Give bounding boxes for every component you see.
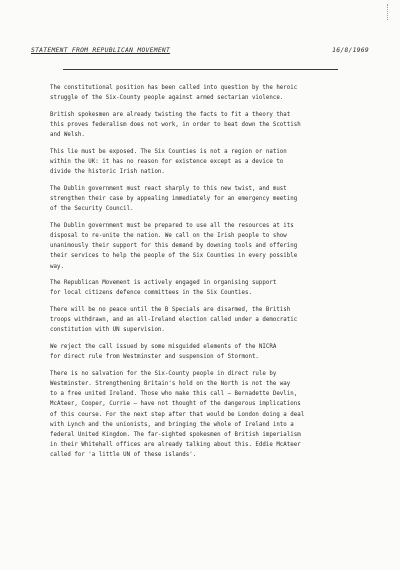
- text-line: There will be no peace until the B Specials are disarmed, the British: [50, 307, 291, 313]
- text-line: strengthen their case by appealing immediately for an emergency meeting: [50, 196, 298, 202]
- text-line: within the UK: it has no reason for existence except as a device to: [50, 159, 284, 165]
- text-line: of this course. For the next step after that would be London doing a deal: [50, 411, 305, 418]
- text-line: their services to help the people of the Six Counties in every possible: [50, 253, 298, 260]
- paragraph: [50, 305, 368, 336]
- text-line: unanimously their support for this demand by downing tools and offering: [50, 243, 298, 250]
- text-line: British spokesmen are already twisting the facts to fit a theory that: [50, 111, 291, 118]
- text-line: way.: [50, 263, 64, 270]
- text-line: to a free united Ireland. Those who make this call — Bernadette Devlin,: [50, 391, 298, 398]
- header-rule: [63, 69, 338, 70]
- text-line: this proves federalism does not work, in order to beat down the Scottish: [50, 122, 301, 128]
- paragraph: [50, 83, 368, 103]
- text-line: McAteer, Cooper, Currie — have not thought of the dangerous implications: [50, 401, 301, 408]
- text-line: for direct rule from Westminster and suspension of Stormont.: [50, 354, 259, 361]
- paragraph: [50, 147, 368, 178]
- staple-mark: [381, 4, 388, 20]
- text-line: divide the historic Irish nation.: [50, 169, 165, 176]
- paragraph: [50, 110, 368, 141]
- text-line: with Lynch and the unionists, and bringing the whole of Ireland into a: [50, 421, 294, 428]
- document-date: 16/8/1969: [332, 47, 369, 54]
- document-header: [31, 47, 369, 59]
- text-line: for local citizens defence committees in the Six Counties.: [50, 290, 252, 297]
- text-line: We reject the call issued by some misguided elements of the NICRA: [50, 344, 277, 350]
- text-line: The Dublin government must react sharply to this new twist, and must: [50, 185, 287, 192]
- paragraph: [50, 221, 368, 272]
- text-line: and Welsh.: [50, 132, 85, 139]
- text-line: Westminster. Strengthening Britain's hold on the North is not the way: [50, 381, 291, 387]
- statement-body: [50, 83, 368, 467]
- text-line: The constitutional position has been called into question by the heroic: [50, 85, 298, 91]
- text-line: troops withdrawn, and an all-Ireland election called under a democratic: [50, 317, 298, 324]
- text-line: This lie must be exposed. The Six Counties is not a region or nation: [50, 148, 287, 155]
- text-line: disposal to re-unite the nation. We call on the Irish people to show: [50, 233, 287, 239]
- text-line: called for 'a little UN of these islands'.: [50, 452, 197, 459]
- text-line: There is no salvation for the Six-County people in direct rule by: [50, 370, 277, 377]
- text-line: The Dublin government must be prepared to use all the resources at its: [50, 222, 294, 229]
- text-line: struggle of the Six-County people against armed sectarian violence.: [50, 95, 284, 102]
- paragraph: [50, 278, 368, 298]
- text-line: The Republican Movement is actively engaged in organising support: [50, 280, 277, 287]
- text-line: of the Security Council.: [50, 206, 134, 213]
- paragraph: [50, 369, 368, 461]
- paragraph: [50, 184, 368, 215]
- paragraph: [50, 342, 368, 362]
- text-line: in their Whitehall offices are already talking about this. Eddie McAteer: [50, 442, 301, 449]
- document-title: STATEMENT FROM REPUBLICAN MOVEMENT: [31, 47, 171, 54]
- text-line: constitution with UN supervision.: [50, 327, 165, 334]
- text-line: federal United Kingdom. The far-sighted spokesmen of British imperialism: [50, 432, 301, 439]
